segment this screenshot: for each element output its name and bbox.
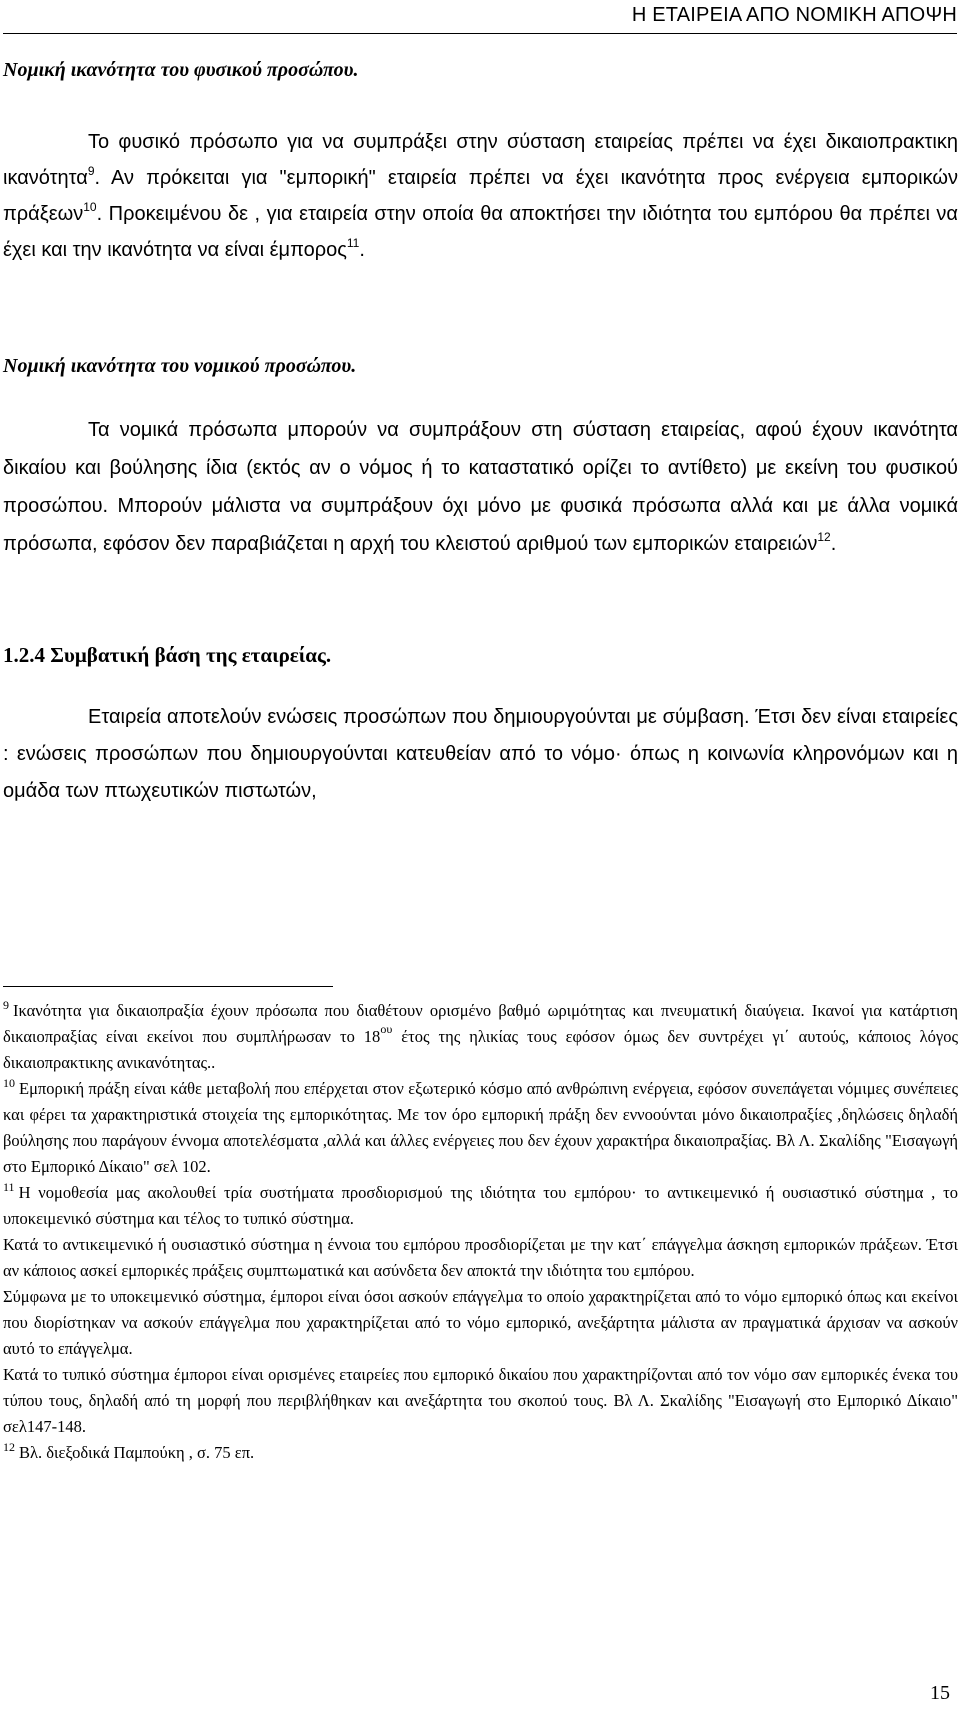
footnote-text: Η νομοθεσία μας ακολουθεί τρία συστήματα προσδιορισμού της ιδιότητα του εμπόρου· το αντικειμενικό ή ουσιαστικό σύστημα , το υποκειμενικό σύστημα και τέλος το τυπικό σύστημα. xyxy=(3,1183,958,1228)
section-heading-contractual-basis: 1.2.4 Συμβατική βάση της εταιρείας. xyxy=(3,643,332,667)
page-number: 15 xyxy=(930,1682,950,1704)
footnote-number: 10 xyxy=(3,1076,15,1090)
section-heading-natural-person: Νομική ικανότητα του φυσικού προσώπου. xyxy=(3,59,359,81)
paragraph-contractual-basis: Εταιρεία αποτελούν ενώσεις προσώπων που δημιουργούνται με σύμβαση. Έτσι δεν είναι εταιρείες : ενώσεις προσώπων που δημιουργούνται κατευθείαν από το νόμο· όπως η κοινωνία κληρονόμων και η ομάδα των πτωχευτικών πιστωτών, xyxy=(3,706,958,802)
footnote-ref-10[interactable]: 10 xyxy=(83,200,97,214)
paragraph-text: . Αν πρόκειται για "εμπορική" εταιρεία πρέπει να έχει ικανότητα προς ενέργεια εμπορικών πράξεων xyxy=(3,167,958,225)
footnote-11-objective: Κατά το αντικειμενικό ή ουσιαστικό σύστημα η έννοια του εμπόρου προσδιορίζεται με την κατ΄ επάγγελμα άσκηση εμπορικών πράξεων. Έτσι αν κάποιος ασκεί εμπορικές πράξεις συμπτωματικά και ασύνδετα δεν αποκτά την ιδιότητα του εμπόρου. xyxy=(3,1235,958,1280)
footnote-ref-11[interactable]: 11 xyxy=(346,236,360,250)
paragraph-text: . xyxy=(830,533,837,555)
paragraph-legal-person xyxy=(3,411,958,563)
footnote-10 xyxy=(3,1076,958,1180)
footnote-number: 11 xyxy=(3,1180,15,1194)
footnote-text: Βλ. διεξοδικά Παμπούκη , σ. 75 επ. xyxy=(19,1443,255,1462)
footnote-ref-12[interactable]: 12 xyxy=(817,530,831,544)
ordinal-suffix: ου xyxy=(380,1022,393,1036)
footnote-11 xyxy=(3,1180,958,1232)
header-rule xyxy=(3,33,957,34)
running-header: Η ΕΤΑΙΡΕΙΑ ΑΠΟ ΝΟΜΙΚΗ ΑΠΟΨΗ xyxy=(631,4,957,26)
footnote-ref-9[interactable]: 9 xyxy=(87,164,95,178)
footnote-11-subjective: Σύμφωνα με το υποκειμενικό σύστημα, έμποροι είναι όσοι ασκούν επάγγελμα το οποίο χαρακτηρίζεται από το νόμο εμπορικό όπως και εκείνοι που διορίστηκαν να ασκούν επάγγελμα που χαρακτηρίζεται από το νόμο εμπορικό, ανεξάρτητα μάλιστα αν πραγματικά άρχισαν να ασκούν αυτό το επάγγελμα. xyxy=(3,1287,958,1358)
paragraph-text: Τα νομικά πρόσωπα μπορούν να συμπράξουν στη σύσταση εταιρείας, αφού έχουν ικανότητα δικαίου και βούλησης ίδια (εκτός αν ο νόμος ή το καταστατικό ορίζει το αντίθετο) με εκείνη του φυσικού προσώπου. Μπορούν μάλιστα να συμπράξουν όχι μόνο με φυσικά πρόσωπα αλλά και με άλλα νομικά πρόσωπα, εφόσον δεν παραβιάζεται η αρχή του κλειστού αριθμού των εμπορικών εταιρειών xyxy=(3,419,958,555)
paragraph-text: . xyxy=(359,239,365,261)
footnote-number: 9 xyxy=(3,998,9,1012)
paragraph-text: Το φυσικό πρόσωπο για να συμπράξει στην σύσταση εταιρείας πρέπει να έχει δικαιοπρακτικη ικανότητα xyxy=(3,131,958,189)
footnote-text: έτος της ηλικίας τους εφόσον όμως δεν συντρέχει γι΄ αυτούς, κάποιος λόγος δικαιοπρακτικης ανικανότητας.. xyxy=(3,1027,958,1072)
section-heading-legal-person: Νομική ικανότητα του νομικού προσώπου. xyxy=(3,355,357,377)
footnote-text: Εμπορική πράξη είναι κάθε μεταβολή που επέρχεται στον εξωτερικό κόσμο από ανθρώπινη ενέργεια, εφόσον συνεπάγεται νόμιμες συνέπειες και φέρει τα χαρακτηριστικά στοιχεία της εμπορικότητας. Με τον όρο εμπορική πράξη δεν εννοούνται μόνο δικαιοπραξίες ,δηλώσεις δηλαδή βούλησης που παράγουν έννομα αποτελέσματα ,αλλά και άλλες ενέργειες που δεν έχουν χαρακτήρα δικαιοπραξίας. Βλ Λ. Σκαλίδης "Εισαγωγή στο Εμπορικό Δίκαιο" σελ 102. xyxy=(3,1079,958,1176)
footnote-text: Ικανότητα για δικαιοπραξία έχουν πρόσωπα που διαθέτουν ορισμένο βαθμό ωριμότητας και πνευματική διαύγεια. Ικανοί για κατάρτιση δικαιοπραξίας είναι εκείνοι που συμπλήρωσαν το 18 xyxy=(3,1001,958,1046)
footnote-11-formal: Κατά το τυπικό σύστημα έμποροι είναι ορισμένες εταιρείες που εμπορικό δικαίου που χαρακτηρίζονται από τον νόμο σαν εμπορικές ένεκα του τύπου τους, δηλαδή από τη μορφή που περιβλήθηκαν και ανεξάρτητα του σκοπού τους. Βλ Λ. Σκαλίδης "Εισαγωγή στο Εμπορικό Δίκαιο" σελ147-148. xyxy=(3,1365,958,1436)
footnote-12 xyxy=(3,1440,958,1466)
paragraph-text: . Προκειμένου δε , για εταιρεία στην οποία θα αποκτήσει την ιδιότητα του εμπόρου θα πρέπει να έχει και την ικανότητα να είναι έμπορος xyxy=(3,203,958,261)
paragraph-natural-person xyxy=(3,124,958,268)
footnote-number: 12 xyxy=(3,1440,15,1454)
main-text xyxy=(3,52,958,810)
footnote-separator xyxy=(3,986,333,987)
footnote-9 xyxy=(3,998,958,1076)
footnotes xyxy=(3,998,958,1466)
